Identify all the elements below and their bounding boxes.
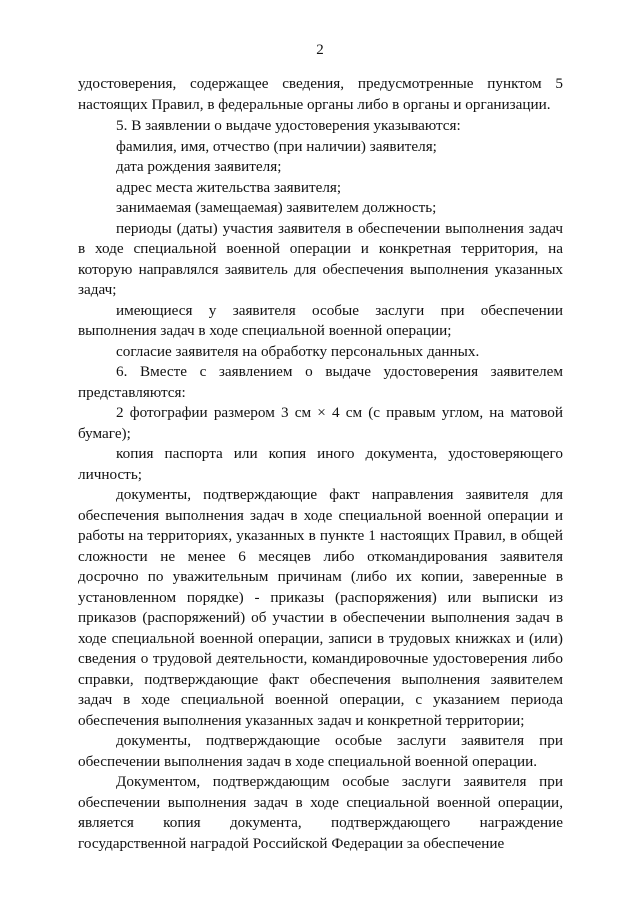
document-body [78,74,563,854]
list-item-address: адрес места жительства заявителя; [116,178,342,196]
paragraph-continuation: удостоверения, содержащее сведения, предусмотренные пунктом 5 настоящих Правил, в федеральные органы либо в органы и организации. [78,75,563,113]
list-item-merit-documents: документы, подтверждающие особые заслуги заявителя при обеспечении выполнения задач в ходе специальной военной операции. [78,732,563,770]
list-item-birth-date: дата рождения заявителя; [116,158,282,175]
list-item-photographs: 2 фотографии размером 3 см × 4 см (с правым углом, на матовой бумаге); [78,404,563,442]
list-item-participation-periods: периоды (даты) участия заявителя в обеспечении выполнения задач в ходе специальной военной операции и конкретная территория, на которую направлялся заявитель для обеспечения выполнения указанных задач; [78,219,563,298]
list-item-position: занимаемая (замещаемая) заявителем должность; [116,199,437,216]
paragraph-merit-proof: Документом, подтверждающим особые заслуги заявителя при обеспечении выполнения задач в ходе специальной военной операции, является копия документа, подтверждающего награждение государственной наградой Российской Федерации за обеспечение [78,773,563,852]
list-item-special-merits: имеющиеся у заявителя особые заслуги при обеспечении выполнения задач в ходе специальной военной операции; [78,301,563,339]
page-number: 2 [316,42,324,58]
paragraph-item-6-heading: 6. Вместе с заявлением о выдаче удостоверения заявителем представляются: [78,363,563,401]
list-item-assignment-documents: документы, подтверждающие факт направления заявителя для обеспечения выполнения задач в ходе специальной военной операции и работы на территориях, указанных в пункте 1 настоящих Правил, в общей сложности не менее 6 месяцев либо откомандирования заявителя досрочно по уважительным причинам (либо их копии, заверенные в установленном порядке) - приказы (распоряжения) или выписки из приказов (распоряжений) об участии в обеспечении выполнения задач в ходе специальной военной операции, записи в трудовых книжках и (или) сведения о трудовой деятельности, командировочные удостоверения либо справки, подтверждающие факт обеспечения выполнения заявителем задач в ходе специальной военной операции, с указанием периода обеспечения выполнения указанных задач и конкретной территории; [78,486,563,729]
paragraph-item-5-heading: 5. В заявлении о выдаче удостоверения указываются: [116,117,461,134]
list-item-full-name: фамилия, имя, отчество (при наличии) заявителя; [116,137,437,155]
list-item-passport-copy: копия паспорта или копия иного документа, удостоверяющего личность; [78,445,563,483]
list-item-data-consent: согласие заявителя на обработку персональных данных. [116,342,480,360]
